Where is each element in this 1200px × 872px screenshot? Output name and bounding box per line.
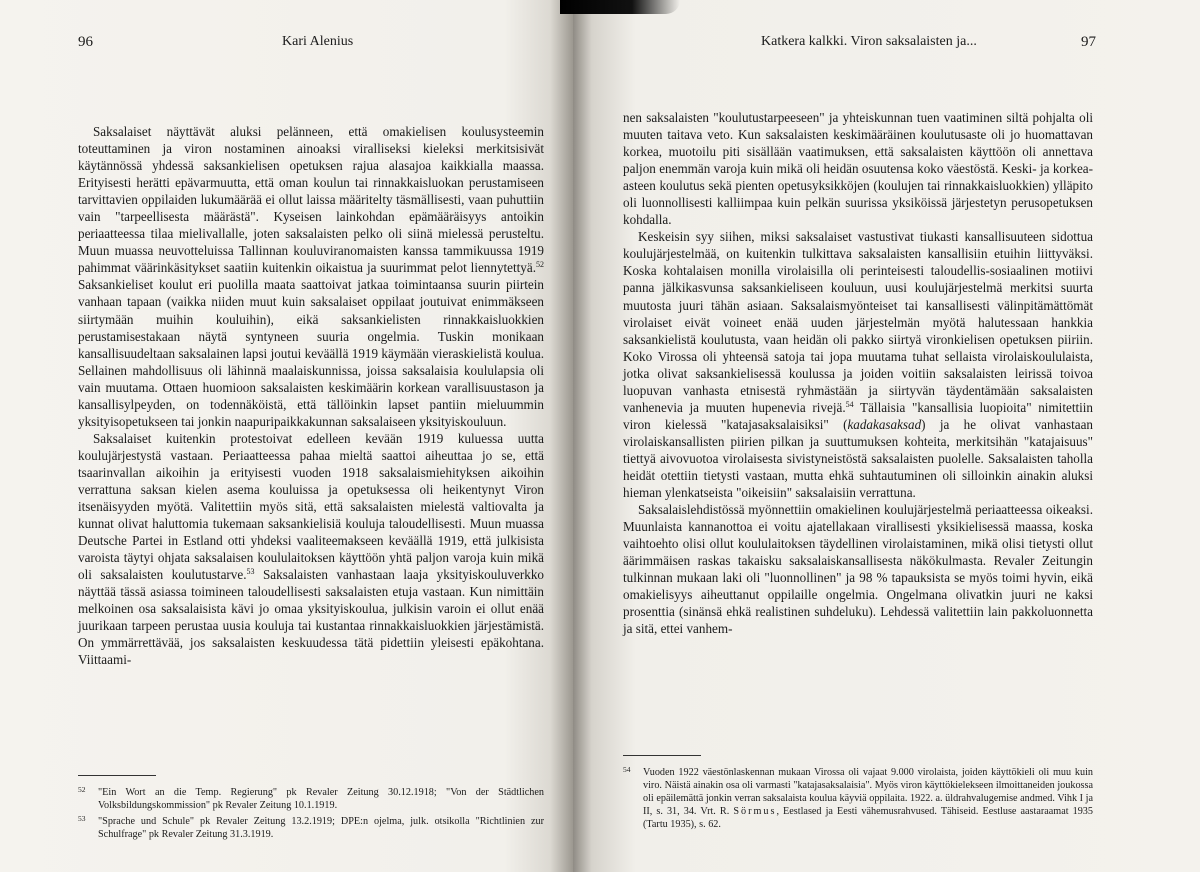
text-run: Vuoden 1922 väestönlaskennan mukaan Virossa oli vajaat 9.000 virolaista, joiden käyttökieli oli muu kuin viro. Näistä ainakin osa oli varmasti "katajasaksalaisia". Myös viron käyttökielekseen ilmoittaneiden joukossa oli epäilemättä jonkin verran saksalaista koulua käyviä oppilaita. 1922. a. üldrahvalugemise andmed. Vihk I ja II, s. 31, 34. Vrt. R. [643,767,1093,817]
text-run: Saksalaiset kuitenkin protestoivat edelleen kevään 1919 kuluessa uutta koulujärjestystä vastaan. Periaatteessa pahaa mieltä saattoi aiheuttaa jo se, että tsaarinvallan aikoihin ja erityisesti vuoden 1918 saksalaismiehityksen aikoihin verrattuna saksan kielen asema kouluissa ja opetuksessa oli heikentynyt Viron itsenäisyyden myötä. Valitettiin myös sitä, että saksalaisten mielestä valtiovalta ja kunnat olivat haluttomia tukemaan saksankielisiä kouluja taloudellisesti. Muun muassa Deutsche Partei in Estland otti yhdeksi vaaliteemakseen keväällä 1919, että julkisista varoista täytyi ohjata saksalaisen koululaitoksen käyttöön yhtä paljon varoja kuin mikä oli saksalaisten koulutustarve. [78,430,544,583]
footnote-ref: 53 [246,567,255,577]
italic-term: kadakasaksad [847,416,922,432]
paragraph [623,228,1093,501]
footnote [78,786,544,812]
paragraph [623,501,1093,637]
body-text [623,109,1093,637]
paragraph [623,109,1093,228]
footnote-rule [78,775,156,776]
right-page [573,0,1200,872]
running-head: Katkera kalkki. Viron saksalaisten ja... [761,34,977,49]
footnote-text: "Ein Wort an die Temp. Regierung" pk Revaler Zeitung 30.12.1918; "Von der Städtlichen Volksbildungskommission" pk Revaler Zeitung 10.1.1919. [98,787,544,811]
text-run: nen saksalaisten "koulutustarpeeseen" ja yhteiskunnan tuen vaatiminen siltä pohjalta oli muuten taitava veto. Kun saksalaisten keskimääräinen koulutusaste oli jo huomattavan korkea, muotoilu piti sisällään vaatimuksen, että saksalaisten käyttöön oli annettava paljon enemmän varoja kuin mikä oli heidän osuutensa koko väestöstä. Keski- ja korkea-asteen koulutus sekä pienten opetusyksikköjen (koulujen tai rinnakkaisluokkien) ylläpito oli luonnollisesti kalliimpaa kuin pelkän suurissa yksiköissä järjestetyn perusopetuksen kohdalla. [623,110,1093,228]
text-run: Saksalaisten vanhastaan laaja yksityiskouluverkko näyttää tässä asiassa toimineen taloudellisesti saksalaisten etuja vastaan. Kun nimittäin melkoinen osa saksalaisista kävi jo omaa yksityiskoulua, julkisin varoin ei ollut enää juurikaan tarpeen perustaa uusia kouluja tai kustantaa rinnakkaisluokkien järjestämistä. On ymmärrettävää, jos saksalaisten keskuudessa tätä pidettiin yleisesti epäkohtana. Viittaami- [78,567,544,668]
text-run: Tällaisia "kansallisia luopioita" nimitettiin viron kielessä "katajasaksalaisiksi" ( [623,399,1093,432]
paragraph [78,123,544,430]
paragraph [78,430,544,669]
text-run: , Eestlased ja Eesti vähemusrahvused. Tähiseid. Eestluse aastaraamat 1935 (Tartu 1935), s. 62. [643,806,1093,830]
footnote [78,815,544,841]
footnotes [623,766,1093,834]
footnote-mark: 53 [78,814,86,823]
footnote-rule [623,755,701,756]
body-text [78,123,544,669]
spaced-name: Sörmus [733,806,777,817]
footnote [623,766,1093,831]
left-page [0,0,573,872]
footnote-mark: 52 [78,785,86,794]
text-run: Saksankieliset koulut eri puolilla maata saattoivat jatkaa toimintaansa suurin piirtein vanhaan tapaan (vaikka niiden muut kuin saksalaiset oppilaat joutuivat enimmäkseen siirtymään muihin kouluihin), eikä saksankielisten rinnakkaisluokkien perustamisestakaan näytä syntyneen suuria ongelmia. Tuskin monikaan kansallisuudeltaan saksalainen lapsi joutui keväällä 1919 käymään vieraskielistä koulua. Sellainen mahdollisuus oli lähinnä maalaiskunnissa, joissa saksalaisia koululapsia oli vain muutama. Ottaen huomioon saksalaisten keskimäärin korkean varallisuustason ja kansallisylpeyden, on todennäköistä, että tällöinkin lapset pantiin mieluummin yksityisopetukseen tai jonkin naapuripaikkakunnan saksalaiseen yksityiskouluun. [78,277,544,429]
text-run: ) ja he olivat vanhastaan virolaiskansallisten piirien pilkan ja suuttumuksen kohteita, merkitsihän "katajaisuus" tiettyä aivovuotoa virolaisesta sivistyneistöstä saksalaisten puolelle. Saksalaisten taholla heidät otettiin tietysti vastaan, mutta ehkä suhtautuminen oli silloinkin ainakin aluksi hieman ylenkatseista "oikeisiin" saksalaisiin verrattuna. [623,416,1093,501]
footnote-text [643,766,1093,831]
footnote-ref: 52 [536,260,544,270]
footnote-mark: 54 [623,765,631,774]
text-run: Saksalaislehdistössä myönnettiin omakielinen koulujärjestelmä periaatteessa oikeaksi. Muunlaista kannanottoa ei voitu ajatellakaan virallisesti yksikielisessä maassa, koska vaihtoehto olisi ollut koululaitoksen täydellinen virolaistaminen, mikä olisi tietysti ollut äärimmäisen raskas takaisku saksalaiskansallisesta näkökulmasta. Revaler Zeitungin tulkinnan mukaan laki oli "luonnollinen" ja 98 % tapauksista se myös toimi hyvin, eikä omakielisyys aiheuttanut oppilaille ongelmia. Ongelmana olivatkin juuri ne kaksi prosenttia (sinänsä ehkä realistinen suhdeluku). Lehdessä valitettiin lain pakkoluonnetta ja sitä, ettei vanhem- [623,502,1093,637]
footnote-ref: 54 [845,399,854,409]
running-head: Kari Alenius [282,34,354,49]
text-run: Keskeisin syy siihen, miksi saksalaiset vastustivat tiukasti kansallisuuteen sidottua koulujärjestelmää, on kuitenkin tulkittava saksalaisten kansallisiin etuihin liittyväksi. Koska kohtalaisen monilla virolaisilla oli perinteisesti taloudellis-sosiaalinen motiivi panna jälkikasvunsa saksankieliseen kouluun, uusi koulujärjestelmä merkitsi suurta muutosta juuri tähän asiaan. Saksalaismyönteiset tai kansallisesti välinpitämättömät virolaiset eivät voineet enää uuden järjestelmän myötä halutessaan hankkia saksankielistä koulutusta, vaan heidän oli pakko siirtyä vironkielisen opetuksen piiriin. Koko Virossa oli yhteensä satoja tai jopa muutama tuhat sellaista virolaiskoululaista, jotka olivat saksankielisessä koulussa ja joiden voitiin saksalaisten leirissä toivoa luopuvan vanhasta etnisestä ryhmästään ja siirtyvän täydentämään saksalaisten vanhenevia ja muuten hupenevia rivejä. [623,229,1093,415]
page-edge-shadow [560,0,680,14]
footnote-text: "Sprache und Schule" pk Revaler Zeitung 13.2.1919; DPE:n ojelma, julk. otsikolla "Richtlinien zur Schulfrage" pk Revaler Zeitung 31.3.1919. [98,816,544,840]
page-number: 96 [78,34,93,50]
page-number: 97 [1081,34,1096,50]
footnotes [78,786,544,844]
text-run: Saksalaiset näyttävät aluksi pelänneen, että omakielisen koulusysteemin toteuttaminen ja viron nostaminen ainoaksi viralliseksi kieleksi merkitsisivät käytännössä yhdessä saksankielisen opetuksen rajua alasajoa kaikkialla maassa. Erityisesti herätti epävarmuutta, että oman koulun tai rinnakkaisluokan perustamiseen tarvittavien oppilaiden lukumäärää ei ollut laissa määritelty täsmällisesti, vaan puhuttiin vain "tarpeellisesta määrästä". Kyseisen lainkohdan epämääräisyys antoikin periaatteessa tilaa mielivallalle, joten saksalaisten pelko oli siinä mielessä perusteltu. Muun muassa neuvotteluissa Tallinnan kouluviranomaisten kanssa tammikuussa 1919 pahimmat väärinkäsitykset saatiin kuitenkin oikaistua ja suurimmat pelot liennytettyä. [78,124,544,276]
